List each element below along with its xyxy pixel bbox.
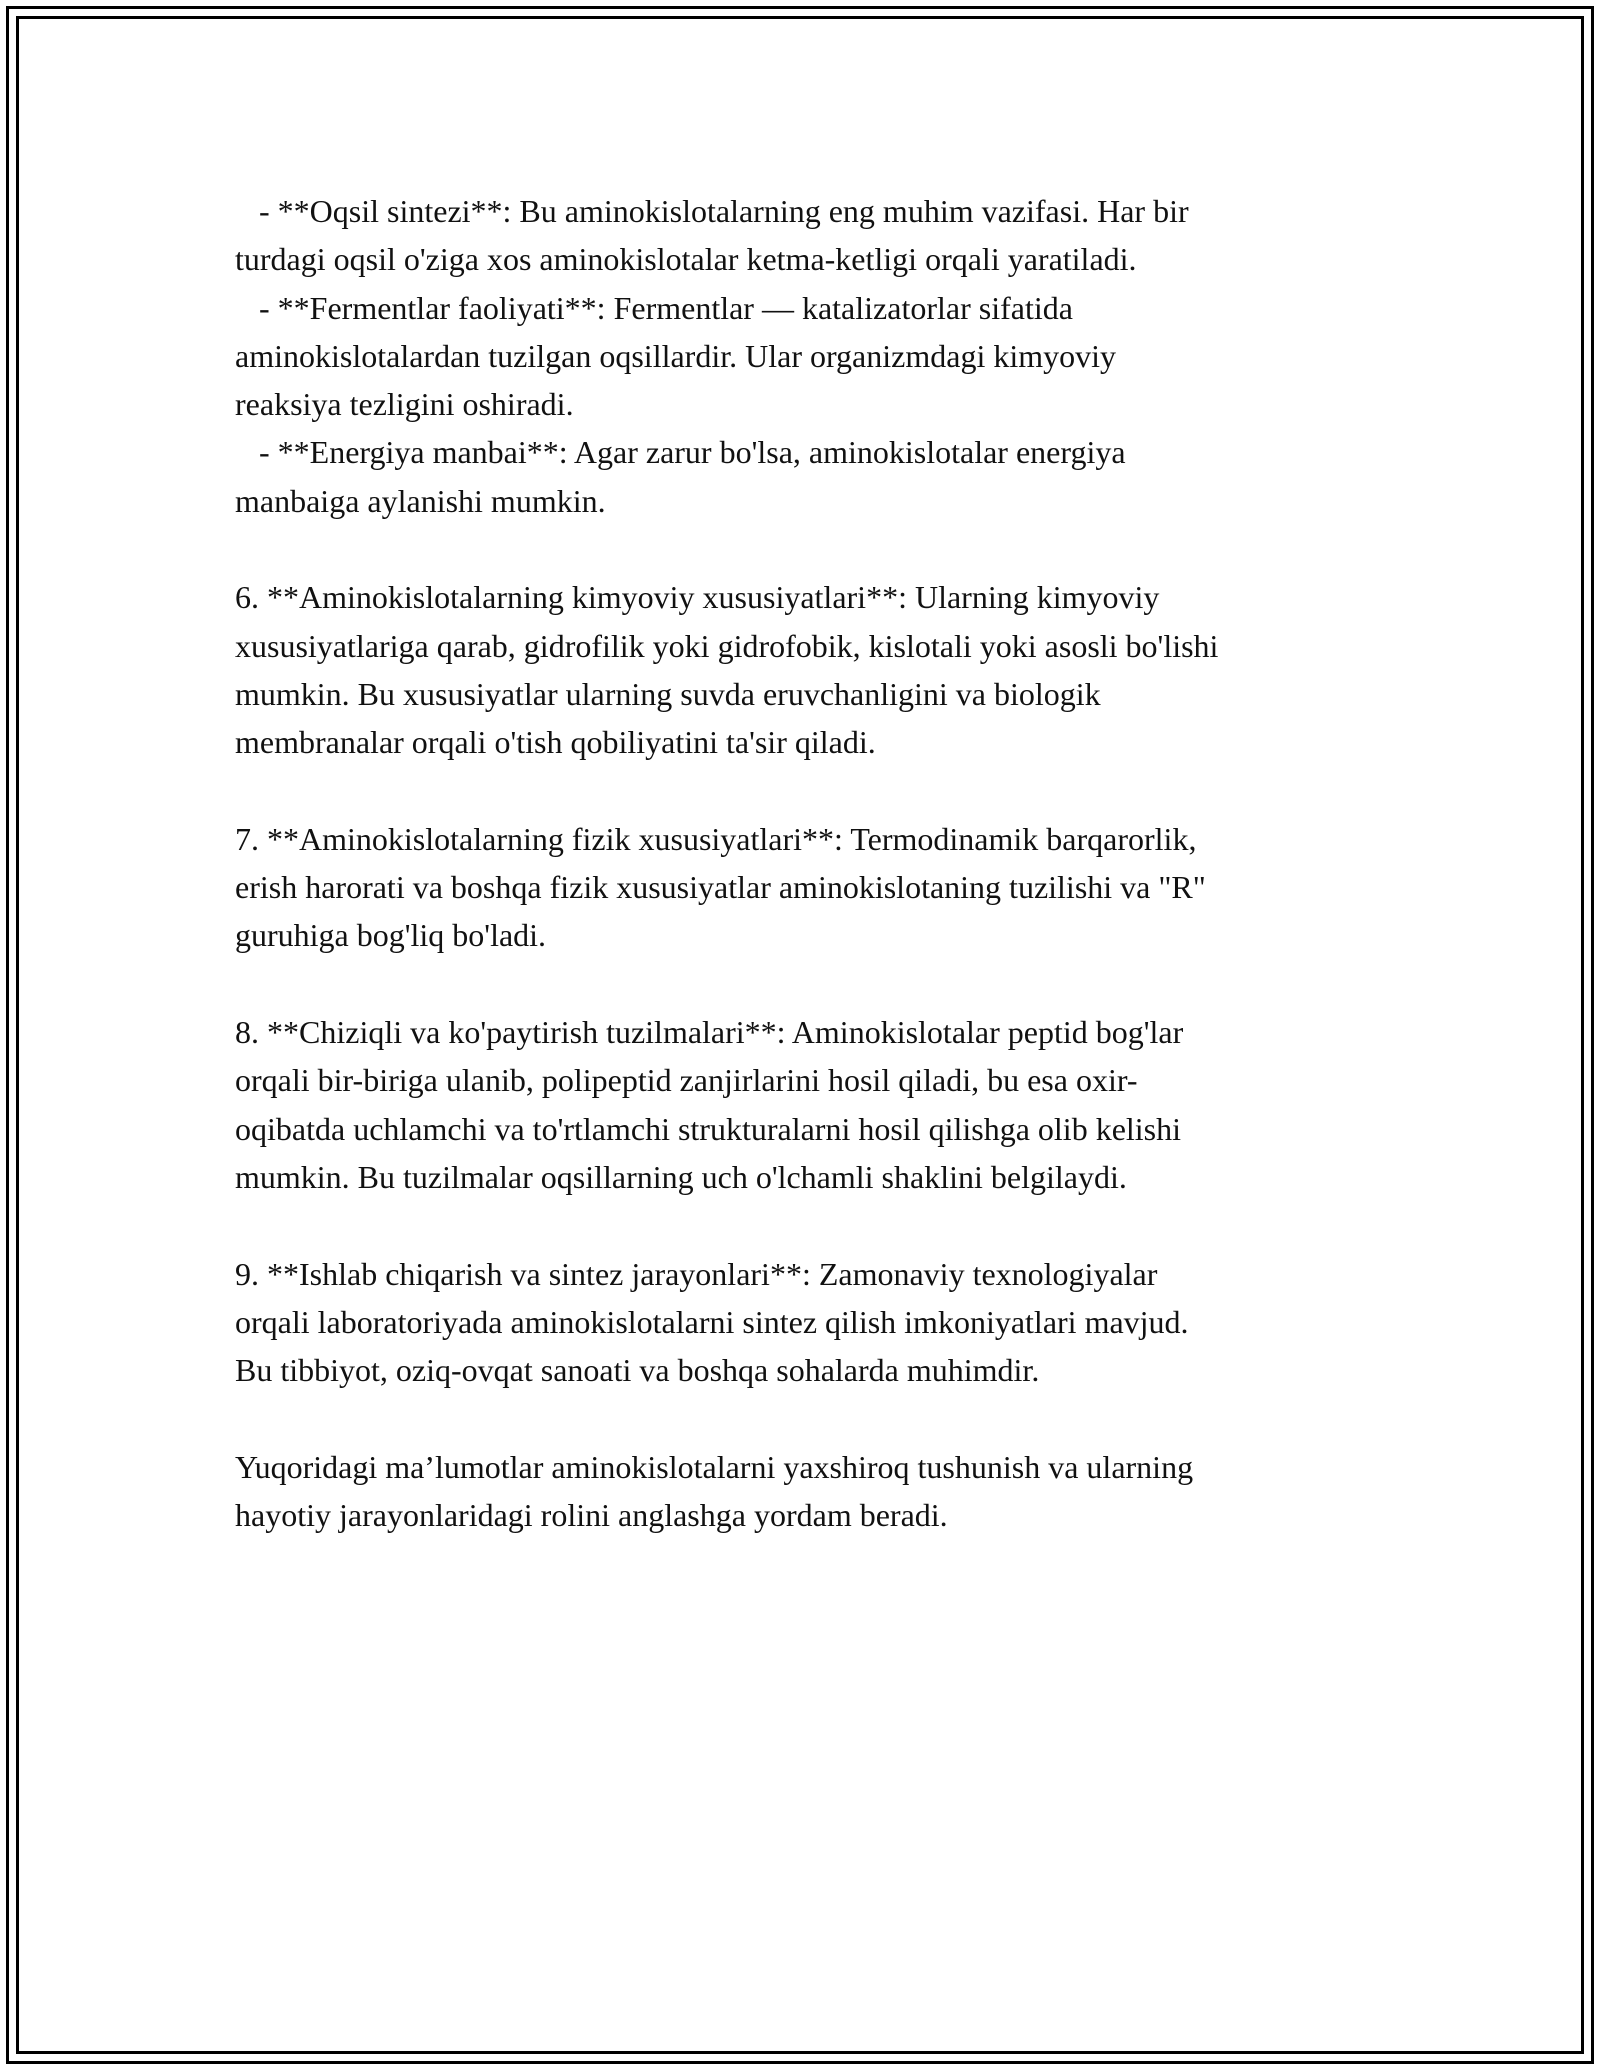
text-line: orqali laboratoriyada aminokislotalarni sintez qilish imkoniyatlari mavjud. xyxy=(235,1303,1189,1340)
paragraph-gap xyxy=(235,767,1375,815)
paragraph-gap xyxy=(235,1394,1375,1442)
text-line: 6. **Aminokislotalarning kimyoviy xususiyatlari**: Ularning kimyoviy xyxy=(235,579,1160,616)
text-line: 8. **Chiziqli va ko'paytirish tuzilmalari**: Aminokislotalar peptid bog'lar xyxy=(235,1014,1184,1051)
text-line: erish harorati va boshqa fizik xususiyatlar aminokislotaning tuzilishi va "R" xyxy=(235,869,1206,906)
paragraph-gap xyxy=(235,1201,1375,1249)
text-line: mumkin. Bu xususiyatlar ularning suvda eruvchanligini va biologik xyxy=(235,675,1101,712)
text-line: hayotiy jarayonlaridagi rolini anglashga yordam beradi. xyxy=(235,1497,948,1534)
text-line: mumkin. Bu tuzilmalar oqsillarning uch o'lchamli shaklini belgilaydi. xyxy=(235,1158,1127,1195)
text-line: turdagi oqsil o'ziga xos aminokislotalar ketma-ketligi orqali yaratiladi. xyxy=(235,241,1137,278)
text-line: aminokislotalardan tuzilgan oqsillardir. Ular organizmdagi kimyoviy xyxy=(235,337,1116,374)
text-line: 9. **Ishlab chiqarish va sintez jarayonlari**: Zamonaviy texnologiyalar xyxy=(235,1255,1158,1292)
paragraph-gap xyxy=(235,960,1375,1008)
text-line: orqali bir-biriga ulanib, polipeptid zanjirlarini hosil qiladi, bu esa oxir- xyxy=(235,1062,1138,1099)
paragraph-gap xyxy=(235,525,1375,573)
text-line: - **Oqsil sintezi**: Bu aminokislotalarning eng muhim vazifasi. Har bir xyxy=(235,193,1189,229)
text-line: Bu tibbiyot, oziq-ovqat sanoati va boshqa sohalarda muhimdir. xyxy=(235,1352,1040,1389)
text-line: manbaiga aylanishi mumkin. xyxy=(235,482,606,519)
text-line: - **Energiya manbai**: Agar zarur bo'lsa, aminokislotalar energiya xyxy=(235,434,1126,471)
document-body xyxy=(235,187,1375,1539)
text-line: reaksiya tezligini oshiradi. xyxy=(235,386,574,423)
text-line: membranalar orqali o'tish qobiliyatini ta'sir qiladi. xyxy=(235,724,876,761)
text-line: Yuqoridagi ma’lumotlar aminokislotalarni yaxshiroq tushunish va ularning xyxy=(235,1448,1194,1485)
text-line: oqibatda uchlamchi va to'rtlamchi strukturalarni hosil qilishga olib kelishi xyxy=(235,1110,1182,1147)
text-line: xususiyatlariga qarab, gidrofilik yoki gidrofobik, kislotali yoki asosli bo'lishi xyxy=(235,627,1219,664)
text-line: guruhiga bog'liq bo'ladi. xyxy=(235,917,547,954)
text-line: - **Fermentlar faoliyati**: Fermentlar — katalizatorlar sifatida xyxy=(235,289,1073,326)
text-line: 7. **Aminokislotalarning fizik xususiyatlari**: Termodinamik barqarorlik, xyxy=(235,820,1197,857)
